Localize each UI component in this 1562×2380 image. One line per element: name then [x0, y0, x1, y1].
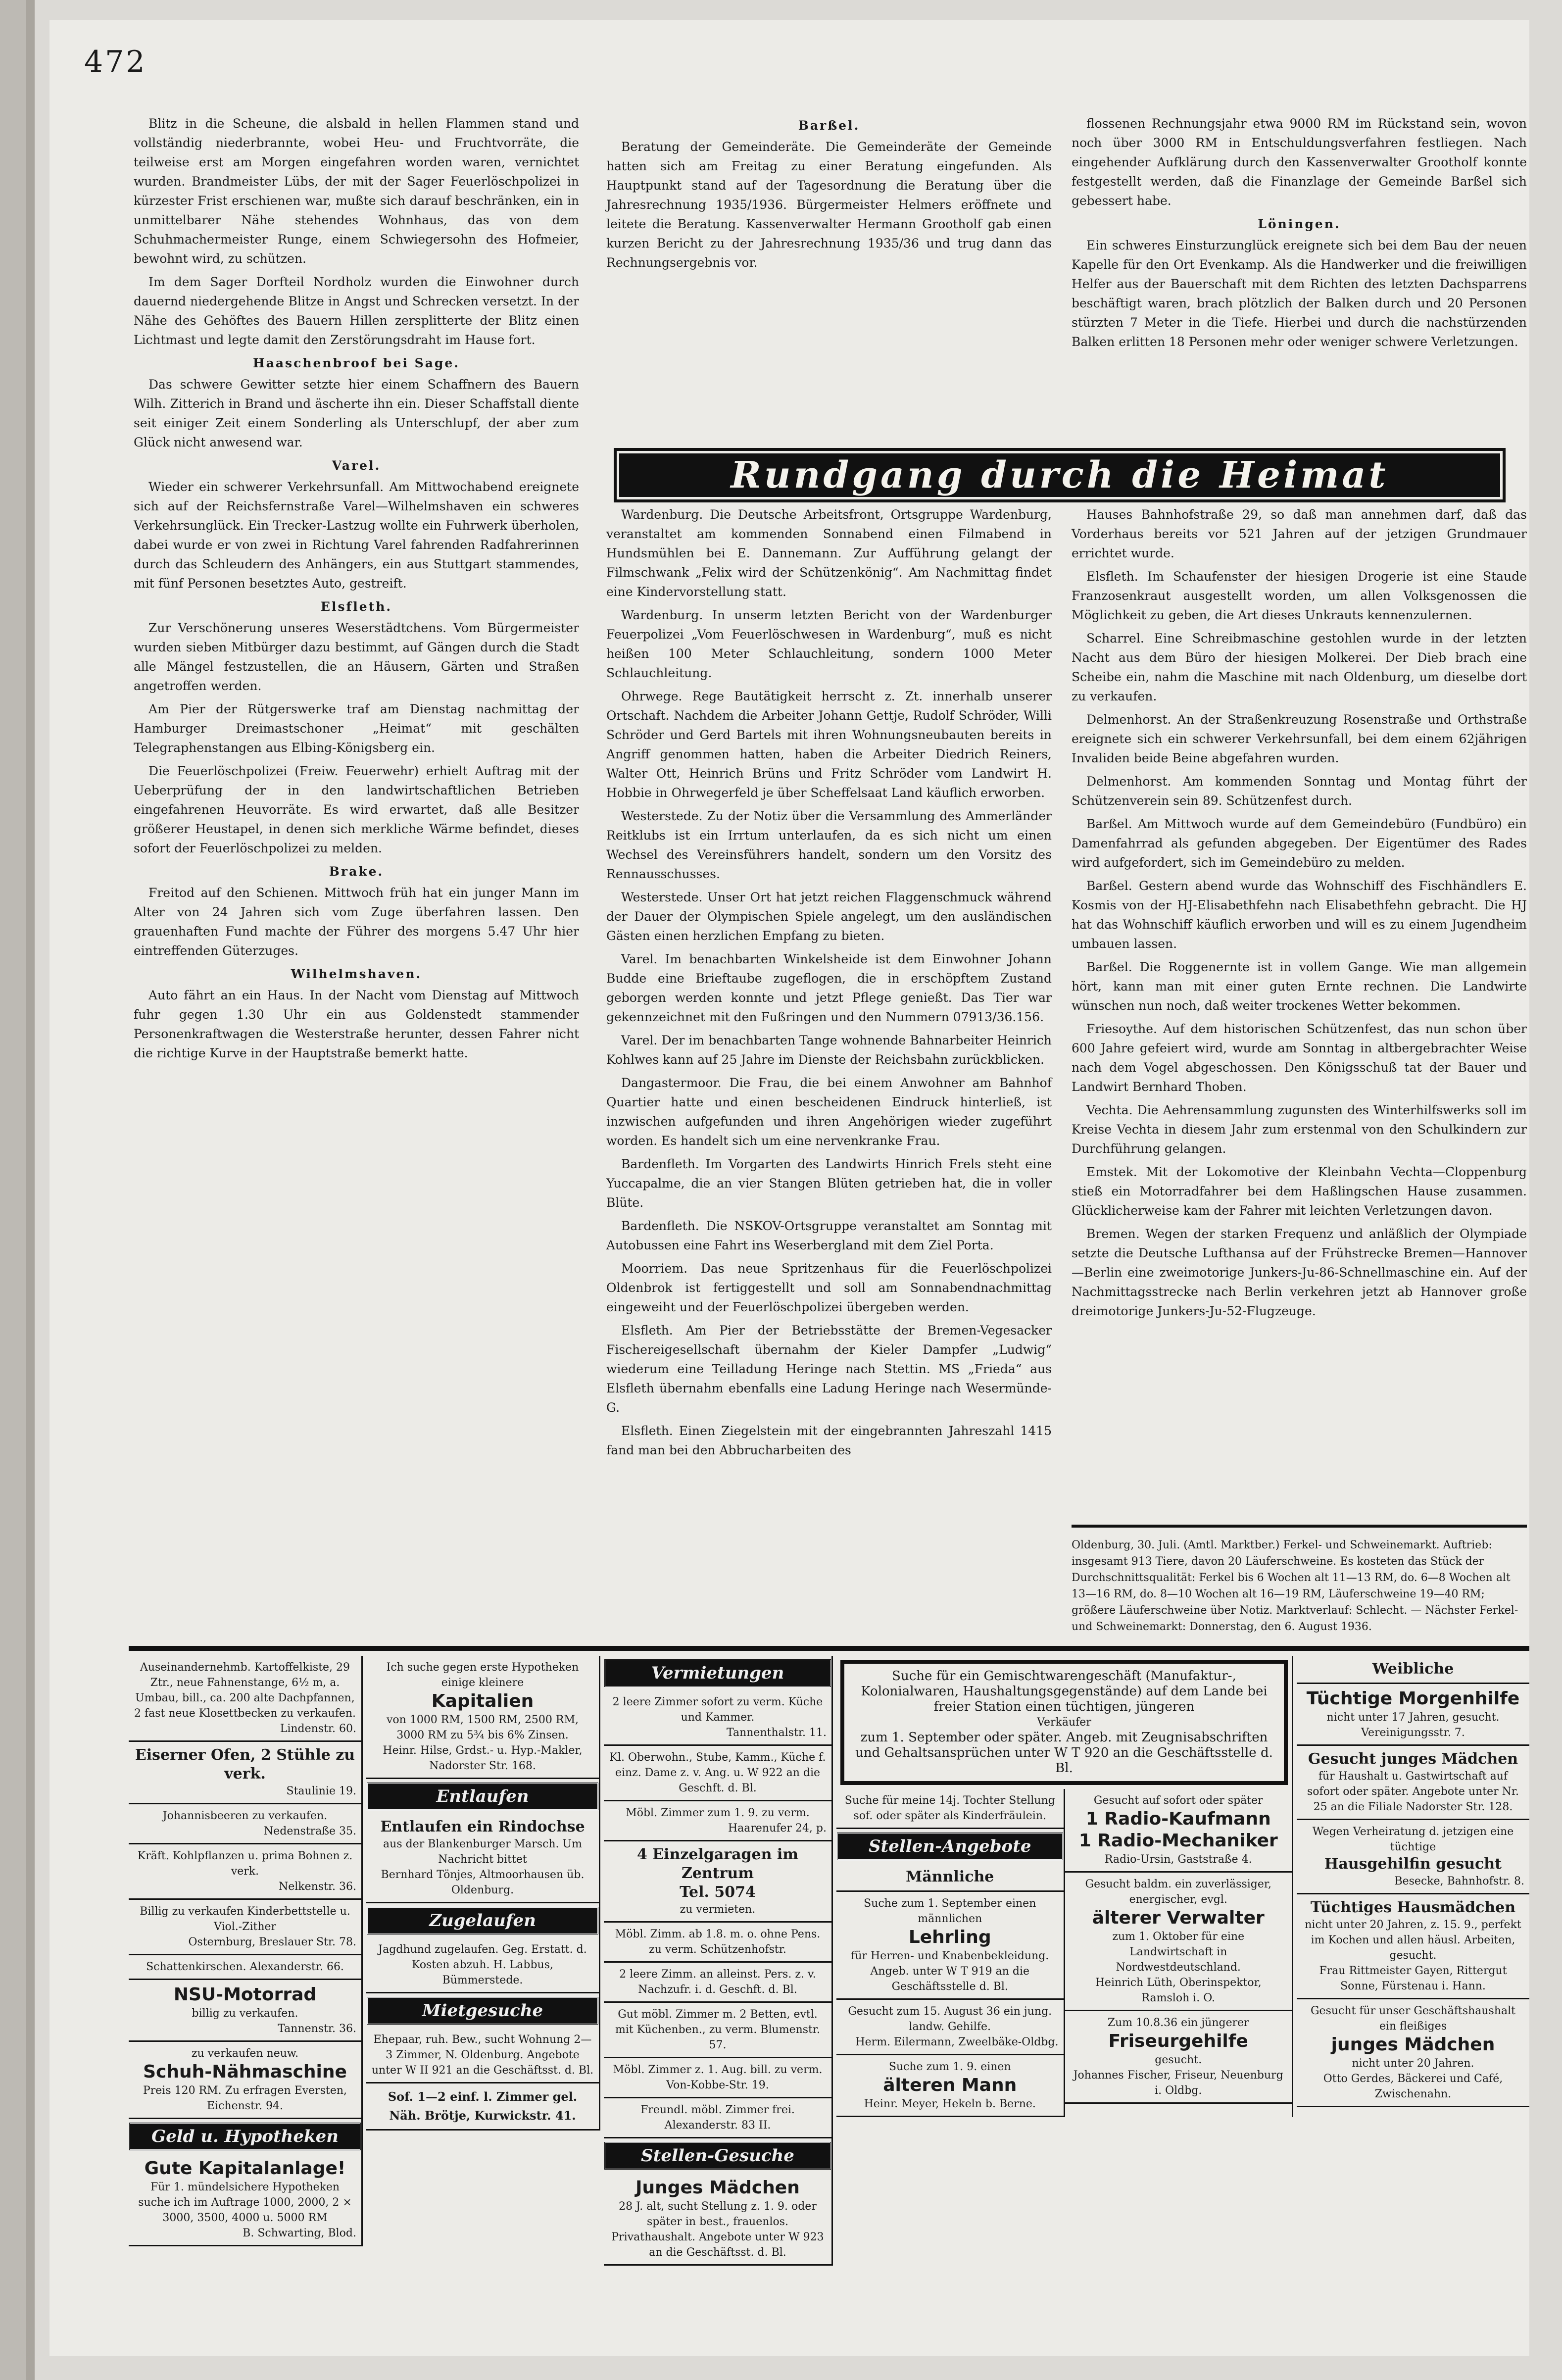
place-heading: Varel.	[332, 458, 381, 473]
classified-ad	[604, 1963, 831, 2003]
classified-ad	[129, 1844, 361, 1900]
article-paragraph: Zur Verschönerung unseres Weserstädtchens. Vom Bürgermeister wurden sieben Mitbürger dazu bestimmt, auf Gängen durch die Stadt alle Mängel festzustellen, die an Häusern, Gärten und Straßen angetroffen werden.	[134, 621, 579, 693]
news-item: Scharrel. Eine Schreibmaschine gestohlen wurde in der letzten Nacht aus dem Büro der hiesigen Molkerei. Der Dieb brach eine Scheibe ein, nahm die Maschine mit nach Oldenburg, um dieselbe dort zu verkaufen.	[1072, 631, 1527, 703]
ad-text: 2 leere Zimmer sofort zu verm. Küche und Kammer.	[612, 1696, 823, 1724]
article-column-3-bottom	[1072, 505, 1527, 1515]
article-paragraph: flossenen Rechnungsjahr etwa 9000 RM im Rückstand sein, wovon noch über 3000 RM in Entschuldungsverfahren festliegen. Nach eingehender Aufklärung durch den Kassenverwalter Grootholf konnte festgestellt werden, daß die Finanzlage der Gemeinde Barßel sich gebessert habe.	[1072, 116, 1527, 208]
scan-edge-shadow	[26, 0, 35, 2380]
news-item: Bardenfleth. Im Vorgarten des Landwirts Hinrich Frels steht eine Yuccapalme, die an vier Stangen Blüten getrieben hat, die in voller Blüte.	[606, 1157, 1052, 1210]
news-item: Elsfleth. Im Schaufenster der hiesigen Drogerie ist eine Staude Franzosenkraut ausgestellt worden, um allen Volksgenossen die Möglichkeit zu geben, die Art dieses Unkrauts kennenzulernen.	[1072, 569, 1527, 622]
ad-text: Preis 120 RM. Zu erfragen Eversten, Eichenstr. 94.	[143, 2084, 347, 2112]
classified-ad	[604, 2098, 831, 2138]
ad-address: Johannes Fischer, Friseur, Neuenburg i. Oldbg.	[1073, 2069, 1283, 2097]
ad-address: Otto Gerdes, Bäckerei und Café, Zwischenahn.	[1323, 2073, 1503, 2100]
ad-column-2	[366, 1656, 600, 2131]
ad-title: Hausgehilfin gesucht	[1324, 1855, 1502, 1873]
ad-text: billig zu verkaufen.	[192, 2007, 298, 2020]
ad-text: gesucht.	[1155, 2054, 1202, 2066]
ad-address: Osternburg, Breslauer Str. 78.	[188, 1936, 356, 1948]
news-item: Elsfleth. Einen Ziegelstein mit der eingebrannten Jahreszahl 1415 fand man bei den Abbrucharbeiten des	[606, 1424, 1052, 1457]
ad-text: zu verkaufen neuw.	[191, 2047, 299, 2060]
article-paragraph: Die Feuerlöschpolizei (Freiw. Feuerwehr) erhielt Auftrag mit der Ueberprüfung der in den landwirtschaftlichen Betrieben eingefahrenen Heuvorräte. Es wird erwartet, daß alle Besitzer größerer Heustapel, in denen sich merkliche Wärme befindet, dieses sofort der Feuerlöschpolizei zu melden.	[134, 764, 579, 855]
category-header: Entlaufen	[366, 1782, 599, 1811]
framed-ad	[840, 1660, 1288, 1785]
ad-text: Suche zum 1. September einen männlichen	[864, 1897, 1036, 1925]
classified-ad	[129, 1656, 361, 1742]
ad-text: Schattenkirschen.	[146, 1961, 246, 1973]
page-number: 472	[84, 45, 147, 79]
ad-title: junges Mädchen	[1331, 2034, 1495, 2055]
news-item: Delmenhorst. An der Straßenkreuzung Rosenstraße und Orthstraße ereignete sich ein schwerer Verkehrsunfall, bei dem einem 62jährigen Invaliden beide Beine abgefahren wurden.	[1072, 712, 1527, 765]
classified-ad	[604, 1923, 831, 1963]
ad-text: Jagdhund zugelaufen. Geg. Erstatt. d. Kosten abzuh. H. Labbus, Bümmerstede.	[378, 1943, 587, 1986]
ad-phone: Tel. 5074	[680, 1884, 756, 1901]
ad-title: älterer Verwalter	[1092, 1908, 1265, 1928]
news-item: Barßel. Gestern abend wurde das Wohnschiff des Fischhändlers E. Kosmis von der HJ-Elisabethfehn nach Elisabethfehn gebracht. Die HJ hat das Wohnschiff käuflich erworben und will es zu einem Jugendheim umbauen lassen.	[1072, 879, 1527, 951]
ad-title: Lehrling	[908, 1927, 991, 1947]
ad-title: Tüchtiges Hausmädchen	[1310, 1899, 1516, 1916]
classified-ad	[836, 1789, 1064, 1829]
ad-text: Für 1. mündelsichere Hypotheken suche ich im Auftrage 1000, 2000, 2 × 3000, 3500, 4000 u. 5000 RM	[138, 2181, 352, 2224]
news-item: Dangastermoor. Die Frau, die bei einem Anwohner am Bahnhof Quartier hatte und einen bescheidenen Eindruck hinterließ, ist inzwischen aufgefunden und ihren Angehörigen wieder zugeführt worden. Es handelt sich um eine nervenkranke Frau.	[606, 1076, 1052, 1148]
news-item: Emstek. Mit der Lokomotive der Kleinbahn Vechta—Cloppenburg stieß ein Motorradfahrer bei dem Haßlingschen Hause zusammen. Glücklicherweise kam der Fahrer mit leichten Verletzungen davon.	[1072, 1165, 1527, 1218]
ad-text: Gesucht für unser Geschäftshaushalt ein fleißiges	[1310, 2005, 1516, 2033]
ad-text: nicht unter 20 Jahren, z. 15. 9., perfekt im Kochen und allen häusl. Arbeiten, gesucht.	[1305, 1919, 1521, 1962]
news-item: Barßel. Am Mittwoch wurde auf dem Gemeindebüro (Fundbüro) ein Damenfahrrad als gefunden abgegeben. Der Eigentümer des Rades wird aufgefordert, sich im Gemeindebüro zu melden.	[1072, 817, 1527, 870]
ad-text: nicht unter 17 Jahren, gesucht. Vereinigungsstr. 7.	[1326, 1711, 1500, 1739]
classified-ad	[604, 2003, 831, 2058]
ad-address: Besecke, Bahnhofstr. 8.	[1394, 1875, 1524, 1887]
classified-ad	[366, 2083, 599, 2131]
ad-address: Heinr. Hilse, Grdst.- u. Hyp.-Makler, Nadorster Str. 168.	[383, 1744, 583, 1772]
article-paragraph: Im dem Sager Dorfteil Nordholz wurden die Einwohner durch dauernd niedergehende Blitze in Angst und Schrecken versetzt. In der Nähe des Gehöftes des Bauern Hillen zersplitterte der Blitz einen Lichtmast und legte damit den Zerstörungsdraht im Hause fort.	[134, 275, 579, 347]
news-item: Westerstede. Zu der Notiz über die Versammlung des Ammerländer Reitklubs ist ein Irrtum unterlaufen, da es sich nicht um einen Wechsel des Vereinsführers handelt, sondern um den Vorsitz des Rennausschusses.	[606, 809, 1052, 881]
ad-address: Herm. Eilermann, Zweelbäke-Oldbg.	[855, 2036, 1059, 2048]
ad-text: nicht unter 20 Jahren.	[1352, 2057, 1474, 2070]
news-item: Delmenhorst. Am kommenden Sonntag und Montag führt der Schützenverein sein 89. Schützenfest durch.	[1072, 774, 1527, 808]
category-header: Stellen-Angebote	[836, 1832, 1064, 1861]
ad-subheading: Männliche	[906, 1868, 994, 1885]
ad-text: zu vermieten.	[680, 1903, 756, 1916]
ad-text: 2 leere Zimm. an alleinst. Pers. z. v. Nachzufr. i. d. Geschft. d. Bl.	[619, 1968, 816, 1996]
category-header: Stellen-Gesuche	[604, 2141, 831, 2170]
ad-address: Bernhard Tönjes, Altmoorhausen üb. Oldenburg.	[381, 1869, 585, 1896]
classified-ad	[604, 1841, 831, 1923]
ad-text: Möbl. Zimmer z. 1. Aug. bill. zu verm. Von-Kobbe-Str. 19.	[613, 2064, 823, 2091]
ad-address: Lindenstr. 60.	[280, 1723, 356, 1735]
classified-ad	[129, 2042, 361, 2119]
article-paragraph: Am Pier der Rütgerswerke traf am Dienstag nachmittag der Hamburger Dreimastschoner „Heimat“ mit geschälten Telegraphenstangen aus Elbing-Königsberg ein.	[134, 702, 579, 755]
ad-text: zum 1. Oktober für eine Landwirtschaft in Nordwestdeutschland.	[1112, 1931, 1245, 1974]
ads-top-rule	[129, 1646, 1529, 1651]
classified-ad	[604, 2058, 831, 2098]
ad-column-3	[604, 1656, 833, 2266]
article-paragraph: Beratung der Gemeinderäte. Die Gemeinderäte der Gemeinde hatten sich am Freitag zu einer Beratung eingefunden. Als Hauptpunkt stand auf der Tagesordnung die Beratung über die Jahresrechnung 1935/1936. Bürgermeister Helmers eröffnete und leitete die Beratung. Kassenverwalter Hermann Grootholf gab einen kurzen Bericht zu der Jahresrechnung 1935/36 und trug dann das Rechnungsergebnis vor.	[606, 140, 1052, 270]
ad-address: Tannenthalstr. 11.	[727, 1727, 827, 1739]
ad-text: Wegen Verheiratung d. jetzigen eine tüchtige	[1312, 1826, 1514, 1853]
ad-text: Freundl. möbl. Zimmer frei. Alexanderstr. 83 II.	[640, 2104, 795, 2132]
ad-column-1	[129, 1656, 363, 2246]
ad-address: Tannenstr. 36.	[278, 2023, 356, 2035]
ad-title: NSU-Motorrad	[173, 1984, 317, 2005]
news-item: Varel. Im benachbarten Winkelsheide ist dem Einwohner Johann Budde eine Brieftaube zugeflogen, die in erschöpftem Zustand geborgen werden konnte und jetzt Pflege genießt. Das Tier war gekennzeichnet mit den Fußringen und den Nummern 07913/36.156.	[606, 952, 1052, 1024]
ad-address: Haarenufer 24, p.	[728, 1822, 827, 1835]
article-paragraph: Das schwere Gewitter setzte hier einem Schaffnern des Bauern Wilh. Zitterich in Brand und äscherte ihn ein. Dieser Schaffstall diente seit einiger Zeit einem Sonderling als Unterschlupf, der aber zum Glück nicht anwesend war.	[134, 377, 579, 449]
classified-ad	[1065, 1789, 1292, 1873]
ad-text: Auseinandernehmb. Kartoffelkiste, 29 Ztr., neue Fahnenstange, 6½ m, a. Umbau, bill., ca. 200 alte Dachpfannen, 2 fast neue Klosettbecken zu verkaufen.	[134, 1661, 356, 1720]
ad-title: Tüchtige Morgenhilfe	[1306, 1688, 1520, 1709]
ad-title: Gesucht junges Mädchen	[1308, 1750, 1518, 1768]
category-header: Mietgesuche	[366, 1996, 599, 2025]
category-header: Vermietungen	[604, 1659, 831, 1687]
classified-ad	[836, 2055, 1064, 2117]
article-column-3-top	[1072, 114, 1527, 431]
article-paragraph: Blitz in die Scheune, die alsbald in hellen Flammen stand und vollständig niederbrannte, wobei Heu- und Fruchtvorräte, die teilweise erst am Morgen eingefahren worden waren, vernichtet wurden. Brandmeister Lübs, der mit der Sager Feuerlöschpolizei in kürzester Frist erschienen war, mußte sich darauf beschränken, ein in unmittelbarer Nähe stehendes Wohnhaus, das von dem Schuhmachermeister Runge, einem Schwiegersohn des Hofmeier, bewohnt wird, zu schützen.	[134, 116, 579, 266]
news-item: Bremen. Wegen der starken Frequenz und anläßlich der Olympiade setzte die Deutsche Lufthansa auf der Frühstrecke Bremen—Hannover—Berlin eine zweimotorige Junkers-Ju-86-Schnellmaschine ein. Auf der Nachmittagsstrecke nach Berlin verkehren jetzt ab Hannover große dreimotorige Junkers-Ju-52-Flugzeuge.	[1072, 1227, 1527, 1318]
ad-title: Kapitalien	[431, 1691, 534, 1711]
classified-ad	[1065, 1873, 1292, 2011]
news-item: Hauses Bahnhofstraße 29, so daß man annehmen darf, daß das Vorderhaus bereits vor 521 Jahren auf der jetzigen Grundmauer errichtet wurde.	[1072, 507, 1527, 560]
article-paragraph: Freitod auf den Schienen. Mittwoch früh hat ein junger Mann im Alter von 24 Jahren sich vom Zuge überfahren lassen. Den grauenhaften Fund machte der Führer des morgens 5.47 Uhr hier eintreffenden Güterzuges.	[134, 886, 579, 958]
news-item: Wardenburg. Die Deutsche Arbeitsfront, Ortsgruppe Wardenburg, veranstaltet am kommenden Sonnabend einen Filmabend in Hundsmühlen bei E. Dannemann. Zur Aufführung gelangt der Filmschwank „Felix wird der Schützenkönig“. Am Nachmittag findet eine Kindervorstellung statt.	[606, 507, 1052, 599]
divider-rule	[1072, 1525, 1527, 1528]
ad-address: Alexanderstr. 66.	[249, 1961, 344, 1973]
article-paragraph: Auto fährt an ein Haus. In der Nacht vom Dienstag auf Mittwoch fuhr gegen 1.30 Uhr ein aus Goldenstedt stammender Personenkraftwagen die Westerstraße herunter, dessen Fahrer nicht die richtige Kurve in der Hauptstraße bemerkt hatte.	[134, 988, 579, 1060]
classified-ad	[366, 1938, 599, 1993]
classified-ad	[604, 1746, 831, 1801]
ad-subheading: Weibliche	[1372, 1660, 1454, 1678]
ad-address: Nelkenstr. 36.	[278, 1881, 356, 1893]
classified-ad	[1297, 1820, 1529, 1894]
ad-text: Möbl. Zimm. ab 1.8. m. o. ohne Pens. zu verm. Schützenhofstr.	[615, 1928, 821, 1956]
market-report: Oldenburg, 30. Juli. (Amtl. Marktber.) Ferkel- und Schweinemarkt. Auftrieb: insgesamt 913 Tiere, davon 20 Läuferschweine. Es kosteten das Stück der Durchschnittsqualität: Ferkel bis 6 Wochen alt 11—13 RM, do. 6—8 Wochen alt 13—16 RM, do. 8—10 Wochen alt 16—19 RM, Läuferschweine 19—40 RM; größere Läuferschweine über Notiz. Marktverlauf: Schlecht. — Nächster Ferkel- und Schweinemarkt: Donnerstag, den 6. August 1936.	[1072, 1539, 1518, 1633]
ad-subcolumn	[836, 1789, 1065, 2117]
ad-address: B. Schwarting, Blod.	[243, 2227, 356, 2239]
place-heading: Haaschenbroof bei Sage.	[253, 356, 460, 370]
ad-text: Billig zu verkaufen Kinderbettstelle u. Viol.-Zither	[140, 1905, 350, 1933]
news-item: Barßel. Die Roggenernte ist in vollem Gange. Wie man allgemein hört, kann man mit einer guten Ernte rechnen. Die Landwirte wünschen nun noch, daß weiter trockenes Wetter bekommen.	[1072, 960, 1527, 1013]
ad-text: Gesucht auf sofort oder später	[1093, 1794, 1263, 1807]
ad-text: Eiserner Ofen, 2 Stühle zu verk.	[135, 1746, 355, 1783]
ad-text: Möbl. Zimmer zum 1. 9. zu verm.	[626, 1807, 810, 1819]
news-item: Ohrwege. Rege Bautätigkeit herrscht z. Zt. innerhalb unserer Ortschaft. Nachdem die Arbeiter Johann Gettje, Rudolf Schröder, Willi Schröder und Gerd Bartels mit ihren Wohnungsneubauten bereits in Angriff genommen hatten, haben die Arbeiter Diedrich Reiners, Walter Ott, Heinrich Brüns und Fritz Schröder vom Landwirt H. Hobbie in Ohrwegerfeld je über Scheffelsaat Land käuflich erworben.	[606, 689, 1052, 800]
ad-text: Gesucht zum 15. August 36 ein jung. landw. Gehilfe.	[848, 2005, 1052, 2033]
ad-text: Zum 10.8.36 ein jüngerer	[1107, 2017, 1249, 2029]
ad-address: Heinrich Lüth, Oberinspektor, Ramsloh i. O.	[1095, 1977, 1262, 2004]
category-header: Geld u. Hypotheken	[129, 2122, 361, 2151]
news-item: Moorriem. Das neue Spritzenhaus für die Feuerlöschpolizei Oldenbrok ist fertiggestellt und soll am Sonnabendnachmittag eingeweiht und der Feuerlöschpolizei übergeben werden.	[606, 1261, 1052, 1314]
ad-text: 28 J. alt, sucht Stellung z. 1. 9. oder später in best., frauenlos. Privathaushalt. Angebote unter W 923 an die Geschäftsst. d. Bl.	[611, 2200, 824, 2259]
classified-ad	[129, 1742, 361, 1804]
ad-subcolumn	[1065, 1789, 1292, 2117]
ad-address: Nedenstraße 35.	[264, 1825, 356, 1837]
classified-ad	[129, 1900, 361, 1955]
ad-title: älteren Mann	[883, 2075, 1017, 2095]
article-paragraph: Ein schweres Einsturzunglück ereignete sich bei dem Bau der neuen Kapelle für den Ort Evenkamp. Als die Handwerker und die freiwilligen Helfer aus der Bauerschaft mit dem Richten des letzten Dachsparrens beschäftigt waren, brach plötzlich der Balken durch und 20 Personen stürzten 7 Meter in die Tiefe. Hierbei und durch die nachstürzenden Balken erlitten 18 Personen mehr oder weniger schwere Verletzungen.	[1072, 238, 1527, 349]
classified-ad	[1297, 1894, 1529, 1999]
ad-text: Sof. 1—2 einf. l. Zimmer gel. Näh. Brötje, Kurwickstr. 41.	[388, 2089, 578, 2123]
classified-ad	[604, 1801, 831, 1841]
ad-text: für Haushalt u. Gastwirtschaft auf sofort oder später. Angebote unter Nr. 25 an die Filiale Nadorster Str. 128.	[1307, 1770, 1519, 1813]
classified-ad	[129, 2154, 361, 2246]
news-item: Varel. Der im benachbarten Tange wohnende Bahnarbeiter Heinrich Kohlwes kann auf 25 Jahre im Dienste der Reichsbahn zurückblicken.	[606, 1033, 1052, 1067]
news-item: Vechta. Die Aehrensammlung zugunsten des Winterhilfswerks soll im Kreise Vechta in diesem Jahr zum erstenmal von den Schulkindern zur Durchführung gelangen.	[1072, 1103, 1527, 1156]
ad-address: Heinr. Meyer, Hekeln b. Berne.	[864, 2098, 1036, 2110]
ad-address: Staulinie 19.	[286, 1785, 356, 1797]
ad-title: 1 Radio-Kaufmann	[1085, 1809, 1271, 1829]
scan-edge	[0, 0, 26, 2380]
classified-ad	[1297, 1999, 1529, 2107]
classified-ad	[836, 1864, 1064, 1892]
place-heading: Brake.	[329, 864, 384, 879]
ad-text: Suche für ein Gemischtwarengeschäft (Manufaktur-, Kolonialwaren, Haushaltungsgegenstände) auf dem Lande bei freier Station einen tüchtigen, jüngeren	[861, 1669, 1268, 1714]
ad-title: Entlaufen ein Rindochse	[380, 1818, 585, 1835]
news-item: Bardenfleth. Die NSKOV-Ortsgruppe veranstaltet am Sonntag mit Autobussen eine Fahrt ins Weserbergland mit dem Ziel Porta.	[606, 1219, 1052, 1252]
classified-ad	[1065, 2011, 1292, 2104]
ad-address: Radio-Ursin, Gaststraße 4.	[1104, 1853, 1252, 1866]
ad-address: Frau Rittmeister Gayen, Rittergut Sonne, Fürstenau i. Hann.	[1319, 1965, 1507, 1992]
ad-text: Kl. Oberwohn., Stube, Kamm., Küche f. einz. Dame z. v. Ang. u. W 922 an die Geschft. d. Bl.	[609, 1751, 826, 1794]
ad-title: 4 Einzelgaragen im Zentrum	[636, 1846, 799, 1882]
article-paragraph: Wieder ein schwerer Verkehrsunfall. Am Mittwochabend ereignete sich auf der Reichsfernstraße Varel—Wilhelmshaven ein schweres Verkehrsunglück. Ein Trecker-Lastzug wollte ein Fuhrwerk überholen, dabei wurde er von zwei in Richtung Varel fahrenden Radfahrerinnen durch das Schleudern des Anhängers, ein aus Stuttgart stammendes, mit fünf Personen besetztes Auto, gestreift.	[134, 480, 579, 591]
news-item: Friesoythe. Auf dem historischen Schützenfest, das nun schon über 600 Jahre gefeiert wird, wurde am Sonntag in altbergebrachter Weise nach dem Vogel abgeschossen. Den Königsschuß tat der Bauer und Landwirt Bernhard Thoben.	[1072, 1022, 1527, 1094]
ad-text: Ich suche gegen erste Hypotheken einige kleinere	[386, 1661, 579, 1689]
classified-ad	[1297, 1656, 1529, 1684]
ad-text: Ehepaar, ruh. Bew., sucht Wohnung 2—3 Zimmer, N. Oldenburg. Angebote unter W II 921 an die Geschäftsst. d. Bl.	[371, 2033, 594, 2077]
article-column-1	[134, 114, 579, 1624]
ad-text: Suche für meine 14j. Tochter Stellung sof. oder später als Kinderfräulein.	[844, 1794, 1055, 1822]
classified-ad	[366, 1656, 599, 1779]
classified-ad	[1297, 1684, 1529, 1746]
news-item: Westerstede. Unser Ort hat jetzt reichen Flaggenschmuck während der Dauer der Olympischen Spiele angelegt, um den ausländischen Gästen einen herzlichen Empfang zu bieten.	[606, 890, 1052, 943]
classified-ad	[129, 1955, 361, 1980]
ad-text: Kräft. Kohlpflanzen u. prima Bohnen z. verk.	[137, 1850, 353, 1878]
classified-ad	[1297, 1746, 1529, 1820]
article-column-2-top	[606, 114, 1052, 431]
ad-text: Suche zum 1. 9. einen	[888, 2061, 1011, 2073]
ad-text: zum 1. September oder später. Angeb. mit Zeugnisabschriften und Gehaltsansprüchen unter W T 920 an die Geschäftsstelle d. Bl.	[855, 1730, 1273, 1776]
ad-title: Gute Kapitalanlage!	[144, 2158, 346, 2179]
ad-title: Friseurgehilfe	[1108, 2031, 1248, 2051]
ad-text: aus der Blankenburger Marsch. Um Nachricht bittet	[383, 1838, 582, 1866]
article-column-2-bottom	[606, 505, 1052, 1515]
place-heading: Barßel.	[798, 118, 860, 133]
news-item: Elsfleth. Am Pier der Betriebsstätte der Bremen-Vegesacker Fischereigesellschaft übernahm der Kieler Dampfer „Ludwig“ wiederum eine Teilladung Heringe nach Stettin. MS „Frieda“ aus Elsfleth übernahm ebenfalls eine Ladung Heringe nach Wesermünde-G.	[606, 1323, 1052, 1415]
place-heading: Elsfleth.	[320, 599, 392, 614]
classified-ad	[604, 2173, 831, 2266]
section-banner: Rundgang durch die Heimat	[614, 448, 1506, 502]
ad-title: 1 Radio-Mechaniker	[1078, 1831, 1278, 1851]
ad-column-4	[836, 1656, 1293, 2117]
classified-ad	[604, 1690, 831, 1746]
place-heading: Wilhelmshaven.	[291, 967, 422, 981]
classified-ad	[129, 1980, 361, 2042]
classified-ad	[366, 1814, 599, 1903]
ad-text: für Herren- und Knabenbekleidung. Angeb. unter W T 919 an die Geschäftsstelle d. Bl.	[851, 1950, 1049, 1993]
category-header: Zugelaufen	[366, 1906, 599, 1935]
ad-title: Schuh-Nähmaschine	[143, 2062, 347, 2082]
ad-text: Gut möbl. Zimmer m. 2 Betten, evtl. mit Küchenben., zu verm. Blumenstr. 57.	[615, 2008, 820, 2051]
news-item: Wardenburg. In unserm letzten Bericht von der Wardenburger Feuerpolizei „Vom Feuerlöschwesen in Wardenburg“, muß es nicht heißen 100 Meter Schlauchleitung, sondern 1000 Meter Schlauchleitung.	[606, 608, 1052, 680]
ad-row	[836, 1789, 1292, 2117]
ad-title: Junges Mädchen	[635, 2178, 800, 2198]
ad-title: Verkäufer	[1037, 1716, 1091, 1729]
ad-text: Johannisbeeren zu verkaufen.	[162, 1810, 328, 1822]
classified-ad	[836, 2000, 1064, 2055]
ad-column-5	[1297, 1656, 1529, 2107]
ad-text: von 1000 RM, 1500 RM, 2500 RM, 3000 RM zu 5¾ bis 6% Zinsen.	[386, 1714, 579, 1741]
place-heading: Löningen.	[1258, 217, 1341, 231]
classified-ad	[366, 2028, 599, 2083]
classified-ad	[129, 1804, 361, 1844]
ad-text: Gesucht baldm. ein zuverlässiger, energischer, evgl.	[1085, 1878, 1271, 1906]
classified-ad	[836, 1892, 1064, 2000]
